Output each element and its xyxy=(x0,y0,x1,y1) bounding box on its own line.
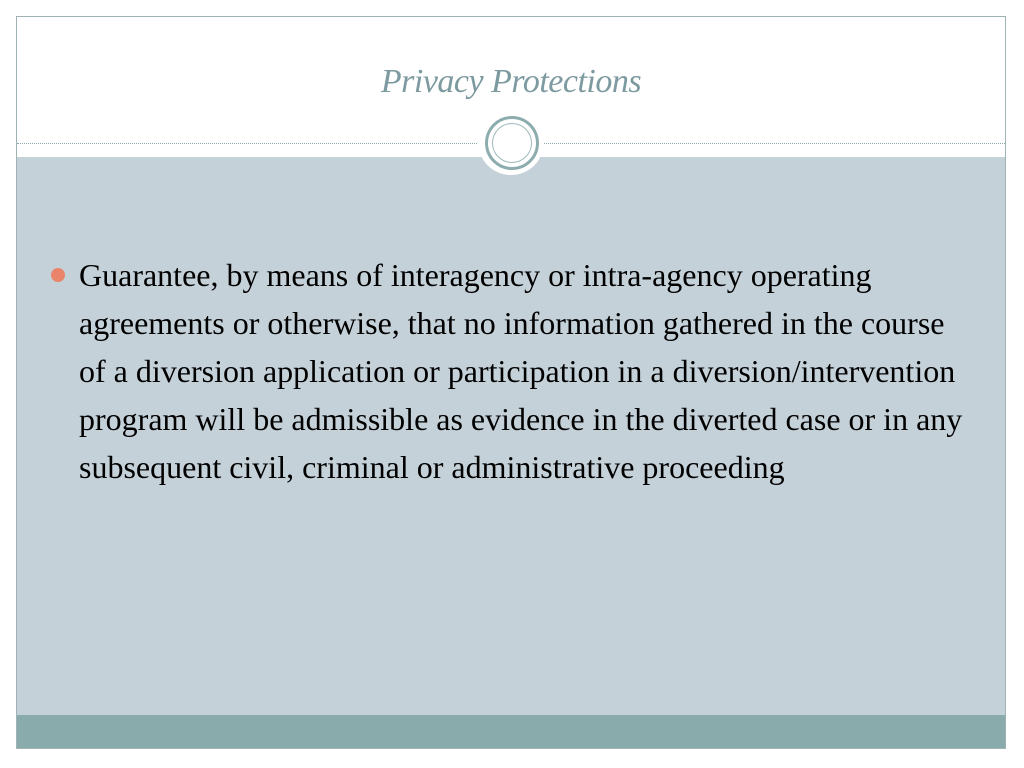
ring-inner xyxy=(492,123,532,163)
ring-outer xyxy=(485,116,539,170)
bullet-text: Guarantee, by means of interagency or intra-agency operating agreements or otherwise, that no information gathered in the course of a diversion application or participation in a diversion/intervention program will be admissible as evidence in the diverted case or in any subsequent civil, criminal or administrative proceeding xyxy=(79,257,963,485)
slide-body xyxy=(49,251,979,491)
slide xyxy=(16,16,1006,749)
ring-ornament-icon xyxy=(478,109,544,175)
bullet-item xyxy=(49,251,979,491)
footer-band xyxy=(17,715,1005,748)
slide-title: Privacy Protections xyxy=(380,63,642,100)
bullet-dot-icon xyxy=(51,268,65,282)
